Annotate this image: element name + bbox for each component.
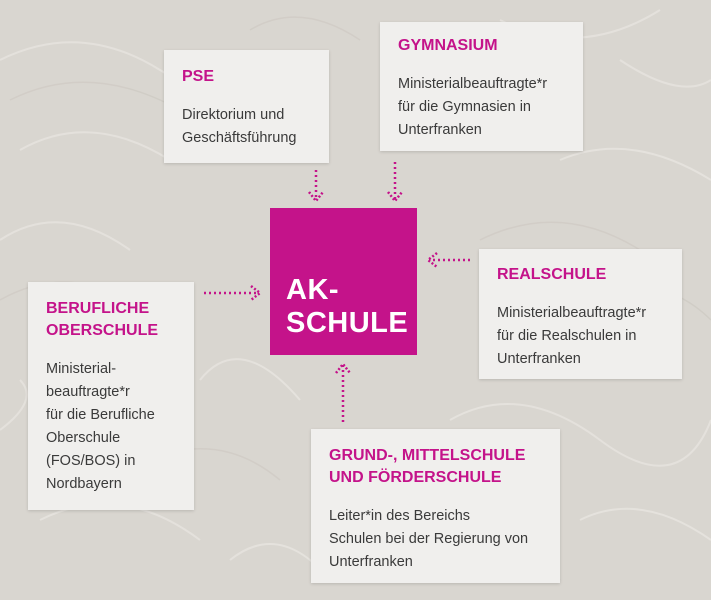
title-line: BERUFLICHE <box>46 300 150 317</box>
body-line: Ministerialbeauftragte*r <box>497 305 647 321</box>
box-berufliche-oberschule <box>28 282 194 510</box>
body-line: Unterfranken <box>329 554 413 570</box>
box-body <box>497 302 682 371</box>
body-line: für die Realschulen in <box>497 328 637 344</box>
title-line: GRUND-, MITTELSCHULE <box>329 447 526 464</box>
body-line: Schulen bei der Regierung von <box>329 531 529 547</box>
box-title <box>46 298 194 342</box>
body-line: Unterfranken <box>497 351 581 367</box>
arrow-pse-to-center <box>306 168 326 204</box>
arrow-berufliche-to-center <box>202 283 264 303</box>
body-line: Leiter*in des Bereichs <box>329 508 471 524</box>
center-label-line: AK- <box>286 274 340 306</box>
box-grund-mittel-foerderschule <box>311 429 560 583</box>
title-line: GYMNASIUM <box>398 37 498 54</box>
center-box-ak-schule <box>270 208 417 355</box>
box-gymnasium <box>380 22 583 151</box>
center-label-line: SCHULE <box>286 307 409 339</box>
box-body <box>329 505 560 574</box>
body-line: beauftragte*r <box>46 384 130 400</box>
body-line: Ministerial- <box>46 361 117 377</box>
arrow-grund-to-center <box>333 360 353 424</box>
title-line: OBERSCHULE <box>46 322 159 339</box>
body-line: Unterfranken <box>398 122 482 138</box>
box-title <box>398 35 583 57</box>
box-realschule <box>479 249 682 379</box>
box-body <box>398 73 583 142</box>
arrow-realschule-to-center <box>424 250 472 270</box>
title-line: REALSCHULE <box>497 266 607 283</box>
box-title <box>329 445 560 489</box>
box-pse <box>164 50 329 163</box>
body-line: Direktorium und <box>182 107 285 123</box>
body-line: (FOS/BOS) in <box>46 453 136 469</box>
box-title <box>182 66 329 88</box>
title-line: UND FÖRDERSCHULE <box>329 469 502 486</box>
arrow-gymnasium-to-center <box>385 160 405 204</box>
body-line: Nordbayern <box>46 476 122 492</box>
box-title <box>497 264 682 286</box>
body-line: Oberschule <box>46 430 121 446</box>
box-body <box>46 358 194 496</box>
box-body <box>182 104 329 150</box>
body-line: für die Berufliche <box>46 407 155 423</box>
body-line: für die Gymnasien in <box>398 99 531 115</box>
body-line: Geschäftsführung <box>182 130 297 146</box>
body-line: Ministerialbeauftragte*r <box>398 76 548 92</box>
title-line: PSE <box>182 68 215 85</box>
